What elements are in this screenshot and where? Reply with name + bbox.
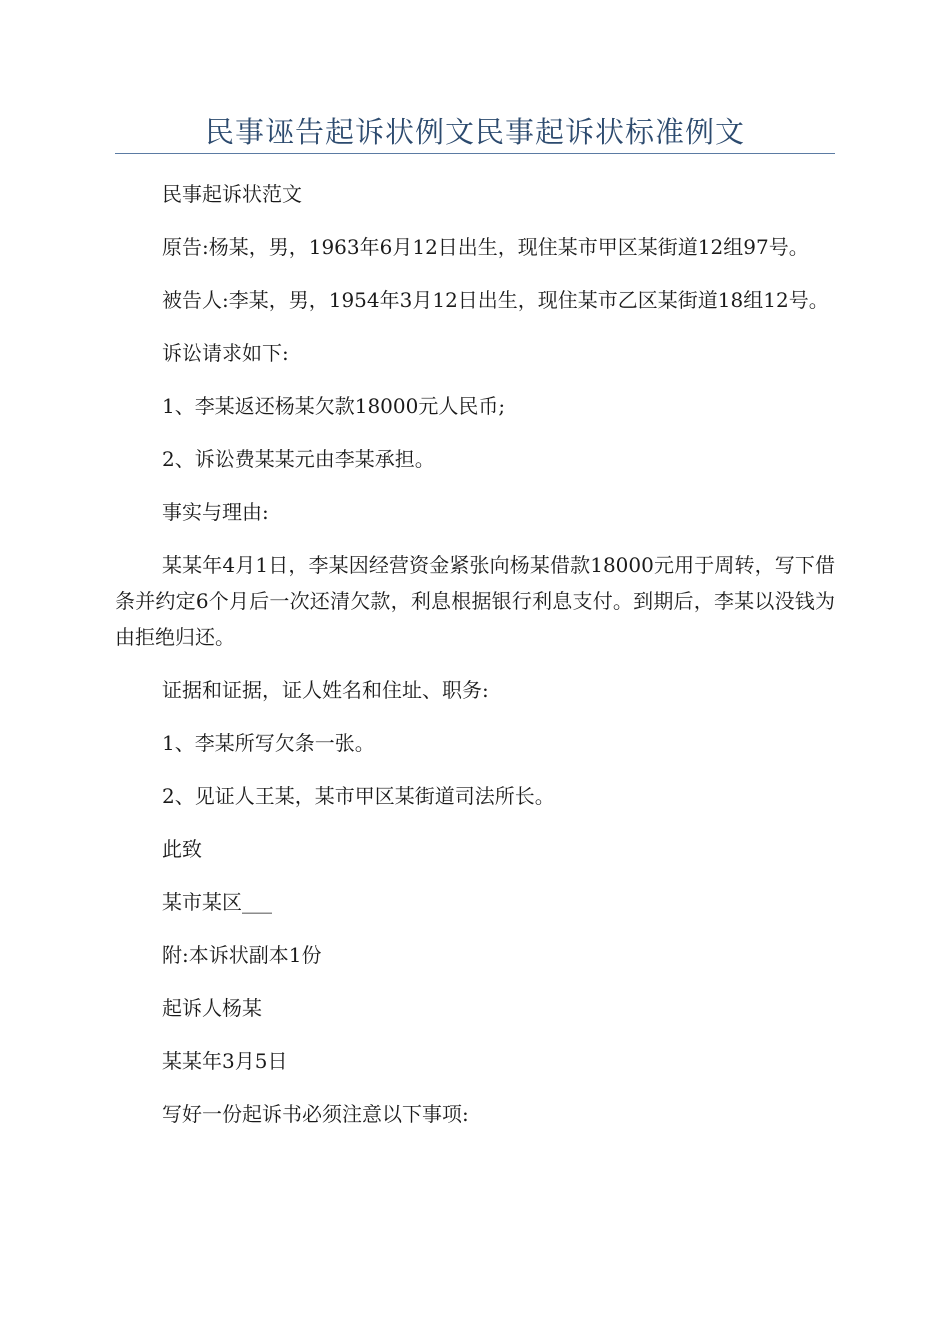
document-body [115, 176, 835, 1132]
paragraph-gap [115, 212, 835, 229]
paragraph-plaintiff: 原告:杨某，男，1963年6月12日出生，现住某市甲区某街道12组97号。 [162, 235, 809, 259]
paragraph-gap [115, 1026, 835, 1043]
paragraph-gap [115, 867, 835, 884]
paragraph-gap [115, 1079, 835, 1096]
paragraph-court: 某市某区___ [162, 890, 272, 914]
paragraph-gap [115, 265, 835, 282]
paragraph-gap [115, 814, 835, 831]
paragraph-signature: 起诉人杨某 [162, 996, 262, 1020]
paragraph-gap [115, 973, 835, 990]
paragraph-gap [115, 708, 835, 725]
title-underline [115, 153, 835, 154]
paragraph-gap [115, 530, 835, 547]
paragraph-claim-1: 1、李某返还杨某欠款18000元人民币; [162, 394, 506, 418]
paragraph-gap [115, 424, 835, 441]
document-title: 民事诬告起诉状例文民事起诉状标准例文 [204, 115, 745, 149]
paragraph-facts-heading: 事实与理由: [162, 500, 269, 524]
paragraph-claims-heading: 诉讼请求如下: [162, 341, 289, 365]
paragraph-salutation: 此致 [162, 837, 202, 861]
paragraph-gap [115, 761, 835, 778]
paragraph-notes-heading: 写好一份起诉书必须注意以下事项: [162, 1102, 469, 1126]
paragraph-gap [115, 371, 835, 388]
paragraph-defendant: 被告人:李某，男，1954年3月12日出生，现住某市乙区某街道18组12号。 [162, 288, 829, 312]
paragraph-heading: 民事起诉状范文 [162, 182, 302, 206]
paragraph-gap [115, 477, 835, 494]
paragraph-facts: 某某年4月1日，李某因经营资金紧张向杨某借款18000元用于周转，写下借条并约定6个月后一次还清欠款，利息根据银行利息支付。到期后，李某以没钱为由拒绝归还。 [115, 553, 835, 649]
paragraph-evidence-2: 2、见证人王某，某市甲区某街道司法所长。 [162, 784, 555, 808]
paragraph-gap [115, 318, 835, 335]
paragraph-attachment: 附:本诉状副本1份 [162, 943, 322, 967]
paragraph-gap [115, 655, 835, 672]
paragraph-claim-2: 2、诉讼费某某元由李某承担。 [162, 447, 435, 471]
paragraph-gap [115, 920, 835, 937]
paragraph-date: 某某年3月5日 [162, 1049, 288, 1073]
paragraph-evidence-heading: 证据和证据，证人姓名和住址、职务: [162, 678, 489, 702]
paragraph-evidence-1: 1、李某所写欠条一张。 [162, 731, 375, 755]
